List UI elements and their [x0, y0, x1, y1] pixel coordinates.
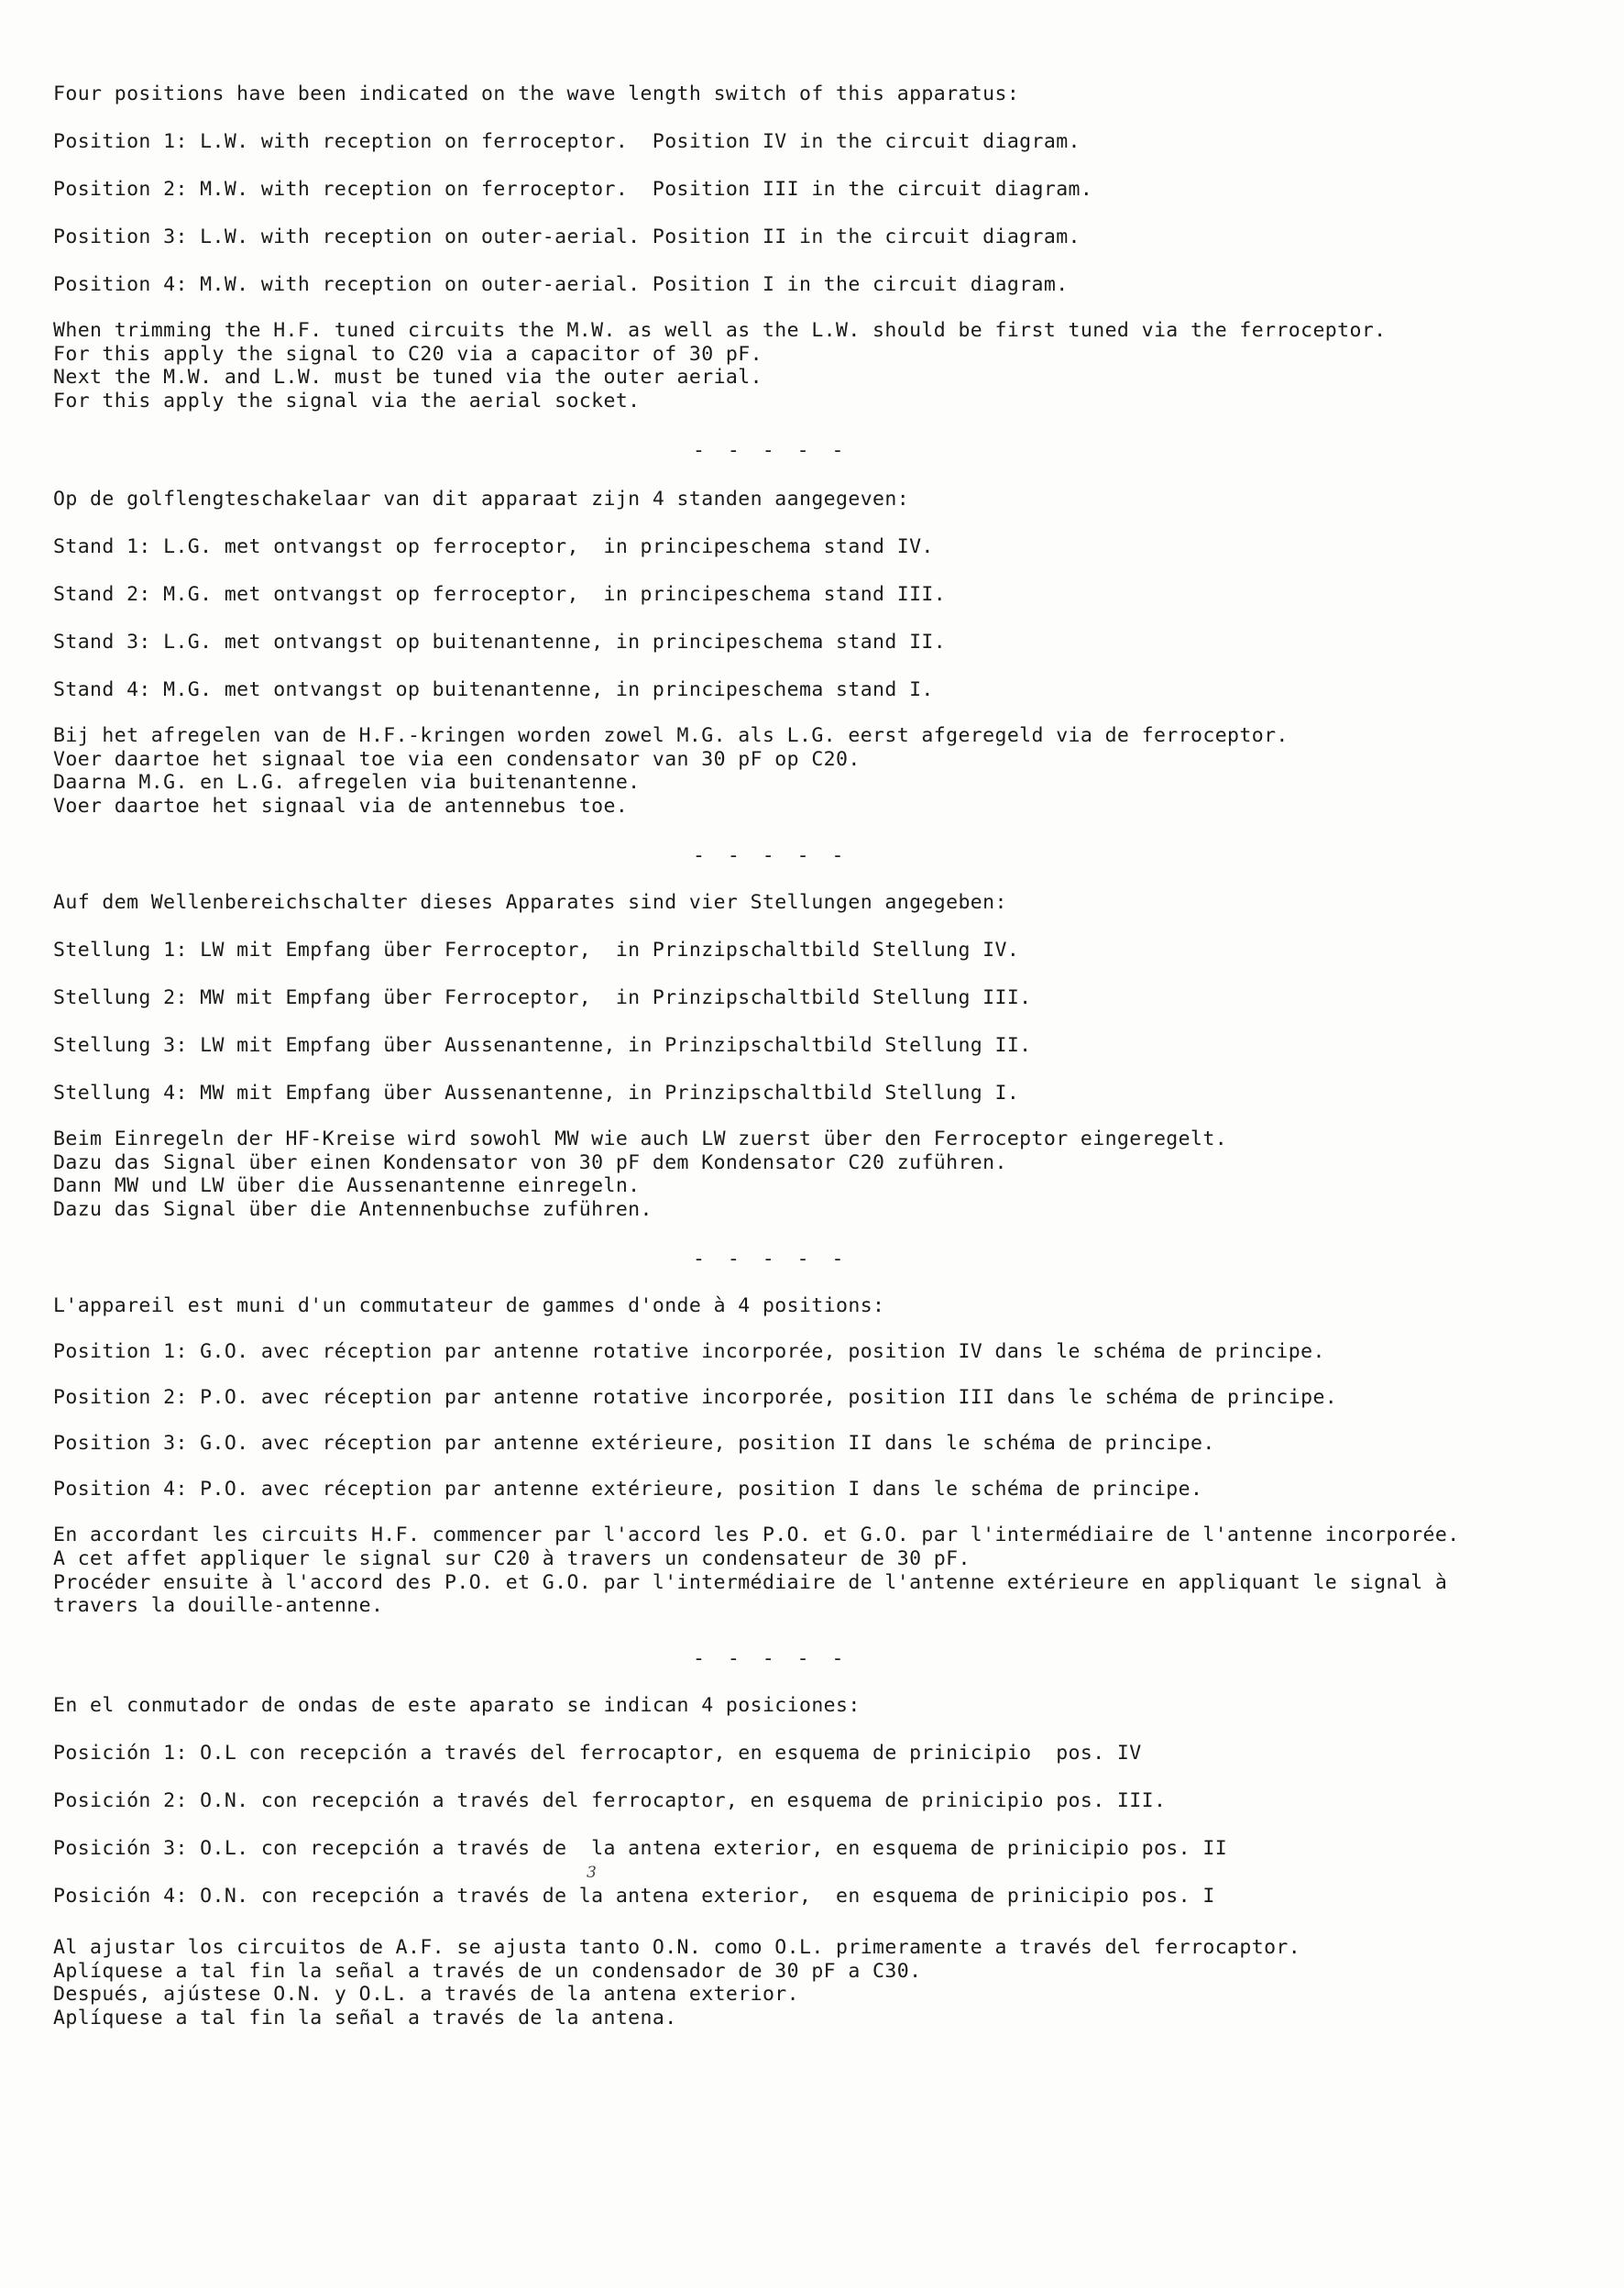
intro-line: L'appareil est muni d'un commutateur de gammes d'onde à 4 positions: [53, 1294, 885, 1317]
paragraph-line: When trimming the H.F. tuned circuits the M.W. as well as the L.W. should be first tuned via the ferroceptor. [53, 319, 1387, 342]
position-line: Posición 4: O.N. con recepción a través de la antena exterior, en esquema de prinicipio pos. I [53, 1885, 1215, 1908]
position-line: Position 4: P.O. avec réception par antenne extérieure, position I dans le schéma de principe. [53, 1478, 1203, 1501]
paragraph-line: A cet affet appliquer le signal sur C20 à travers un condensateur de 30 pF. [53, 1547, 971, 1570]
position-line: Position 1: G.O. avec réception par antenne rotative incorporée, position IV dans le schéma de principe. [53, 1340, 1325, 1363]
position-line: Position 3: L.W. with reception on outer-aerial. Position II in the circuit diagram. [53, 226, 1081, 248]
position-line: Stand 2: M.G. met ontvangst op ferroceptor, in principeschema stand III. [53, 583, 947, 606]
intro-line: Op de golflengteschakelaar van dit apparaat zijn 4 standen aangegeven: [53, 488, 910, 511]
paragraph-line: Beim Einregeln der HF-Kreise wird sowohl MW wie auch LW zuerst über den Ferroceptor eingeregelt. [53, 1128, 1228, 1150]
position-line: Stand 3: L.G. met ontvangst op buitenantenne, in principeschema stand II. [53, 631, 947, 654]
position-line: Stand 1: L.G. met ontvangst op ferroceptor, in principeschema stand IV. [53, 535, 934, 558]
paragraph-line: travers la douille-antenne. [53, 1594, 384, 1617]
position-line: Posición 1: O.L con recepción a través del ferrocaptor, en esquema de prinicipio pos. IV [53, 1742, 1142, 1765]
position-line: Position 4: M.W. with reception on outer-aerial. Position I in the circuit diagram. [53, 273, 1069, 296]
position-line: Stellung 2: MW mit Empfang über Ferroceptor, in Prinzipschaltbild Stellung III. [53, 986, 1032, 1009]
paragraph-line: En accordant les circuits H.F. commencer par l'accord les P.O. et G.O. par l'intermédiaire de l'antenne incorporée. [53, 1524, 1460, 1546]
paragraph-line: Dann MW und LW über die Aussenantenne einregeln. [53, 1174, 641, 1197]
paragraph-line: Bij het afregelen van de H.F.-kringen worden zowel M.G. als L.G. eerst afgeregeld via de ferroceptor. [53, 724, 1289, 747]
position-line: Position 1: L.W. with reception on ferroceptor. Position IV in the circuit diagram. [53, 130, 1081, 153]
position-line: Stellung 1: LW mit Empfang über Ferroceptor, in Prinzipschaltbild Stellung IV. [53, 939, 1020, 962]
paragraph-line: Voer daartoe het signaal via de antennebus toe. [53, 795, 629, 818]
paragraph-line: Dazu das Signal über die Antennenbuchse zuführen. [53, 1198, 653, 1221]
intro-line: En el conmutador de ondas de este aparato se indican 4 posiciones: [53, 1694, 861, 1717]
section-separator: - - - - - [693, 844, 850, 867]
paragraph-line: Aplíquese a tal fin la señal a través de la antena. [53, 2007, 677, 2030]
paragraph-line: For this apply the signal to C20 via a capacitor of 30 pF. [53, 343, 763, 366]
paragraph-line: Al ajustar los circuitos de A.F. se ajusta tanto O.N. como O.L. primeramente a través del ferrocaptor. [53, 1936, 1301, 1959]
position-line: Posición 2: O.N. con recepción a través del ferrocaptor, en esquema de prinicipio pos. III. [53, 1789, 1167, 1812]
page-number: 3 [587, 1864, 597, 1882]
paragraph-line: Voer daartoe het signaal toe via een condensator van 30 pF op C20. [53, 748, 861, 771]
section-separator: - - - - - [693, 1248, 850, 1270]
intro-line: Auf dem Wellenbereichschalter dieses Apparates sind vier Stellungen angegeben: [53, 891, 1007, 914]
paragraph-line: Procéder ensuite à l'accord des P.O. et G.O. par l'intermédiaire de l'antenne extérieure en appliquant le signal à [53, 1571, 1448, 1594]
position-line: Posición 3: O.L. con recepción a través de la antena exterior, en esquema de prinicipio pos. II [53, 1837, 1228, 1860]
position-line: Stellung 3: LW mit Empfang über Aussenantenne, in Prinzipschaltbild Stellung II. [53, 1034, 1032, 1057]
paragraph-line: For this apply the signal via the aerial socket. [53, 390, 641, 412]
section-separator: - - - - - [693, 1647, 850, 1670]
paragraph-line: Dazu das Signal über einen Kondensator von 30 pF dem Kondensator C20 zuführen. [53, 1151, 1007, 1174]
section-separator: - - - - - [693, 439, 850, 462]
paragraph-line: Daarna M.G. en L.G. afregelen via buitenantenne. [53, 771, 641, 794]
paragraph-line: Next the M.W. and L.W. must be tuned via the outer aerial. [53, 366, 763, 389]
position-line: Position 2: P.O. avec réception par antenne rotative incorporée, position III dans le schéma de principe. [53, 1386, 1338, 1409]
paragraph-line: Aplíquese a tal fin la señal a través de un condensador de 30 pF a C30. [53, 1960, 922, 1983]
position-line: Position 2: M.W. with reception on ferroceptor. Position III in the circuit diagram. [53, 178, 1093, 201]
intro-line: Four positions have been indicated on the wave length switch of this apparatus: [53, 82, 1020, 105]
position-line: Stand 4: M.G. met ontvangst op buitenantenne, in principeschema stand I. [53, 678, 934, 701]
paragraph-line: Después, ajústese O.N. y O.L. a través de la antena exterior. [53, 1983, 799, 2006]
position-line: Stellung 4: MW mit Empfang über Aussenantenne, in Prinzipschaltbild Stellung I. [53, 1082, 1020, 1105]
position-line: Position 3: G.O. avec réception par antenne extérieure, position II dans le schéma de principe. [53, 1432, 1215, 1455]
